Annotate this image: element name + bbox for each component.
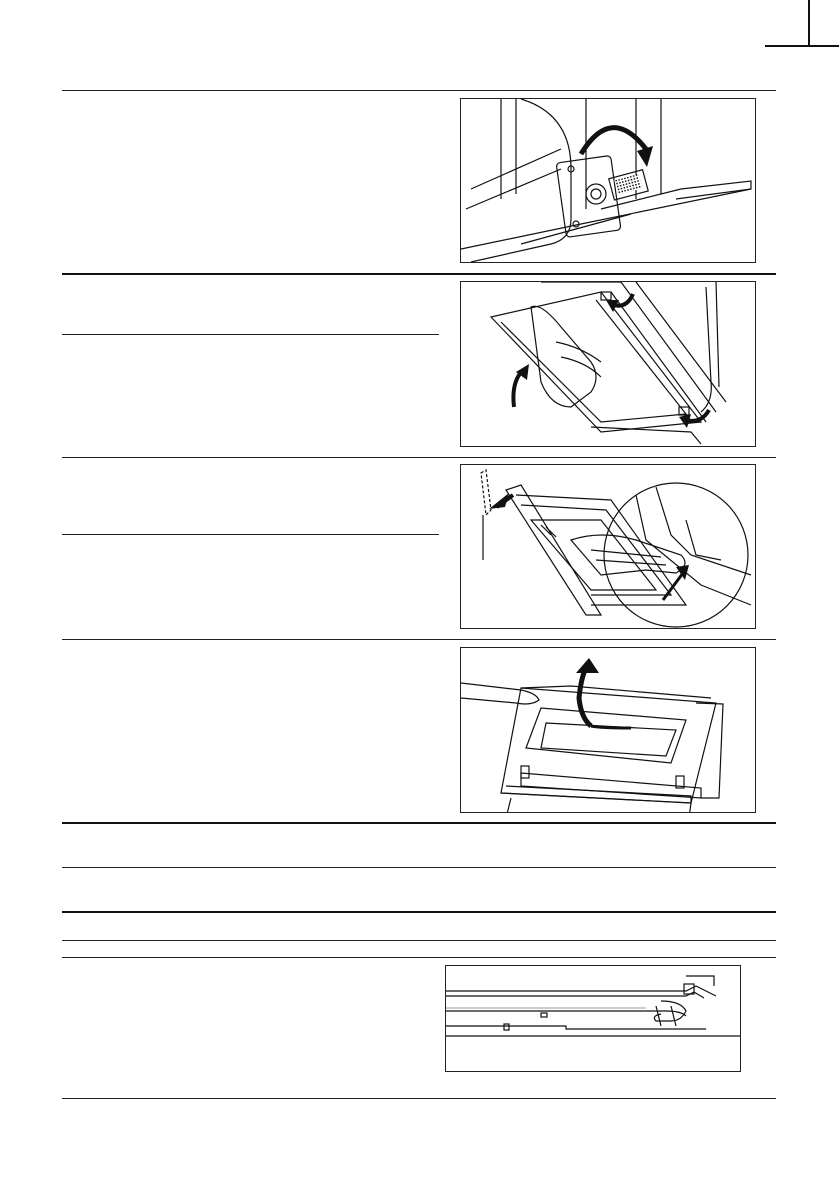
hand-pulling-panel-detail-circle-icon — [461, 465, 755, 628]
glass-panel-remove-illustration — [460, 647, 756, 813]
glass-panel-pull-illustration — [460, 464, 756, 629]
section-rule — [62, 273, 776, 275]
sub-rule — [62, 334, 439, 335]
hand-lifting-door-arrows-icon — [461, 282, 755, 446]
section-rule — [62, 457, 776, 458]
crop-mark-horizontal — [765, 45, 839, 47]
panel-edge-seal-detail-icon — [446, 966, 740, 1071]
crop-mark-vertical — [808, 0, 810, 46]
section-rule — [62, 957, 776, 958]
section-rule — [62, 911, 776, 913]
panel-edge-detail-illustration — [445, 965, 741, 1072]
sub-rule — [62, 534, 439, 535]
section-rule — [62, 867, 776, 868]
hinge-lever-illustration — [460, 98, 756, 263]
section-rule — [62, 822, 776, 824]
section-rule — [62, 940, 776, 941]
section-rule-top — [62, 90, 776, 91]
section-rule-bottom — [62, 1098, 776, 1099]
section-rule — [62, 639, 776, 640]
hand-removing-glass-panel-arrow-icon — [461, 648, 755, 812]
hinge-lever-rotate-arrow-icon — [461, 99, 755, 262]
door-lift-illustration — [460, 281, 756, 447]
